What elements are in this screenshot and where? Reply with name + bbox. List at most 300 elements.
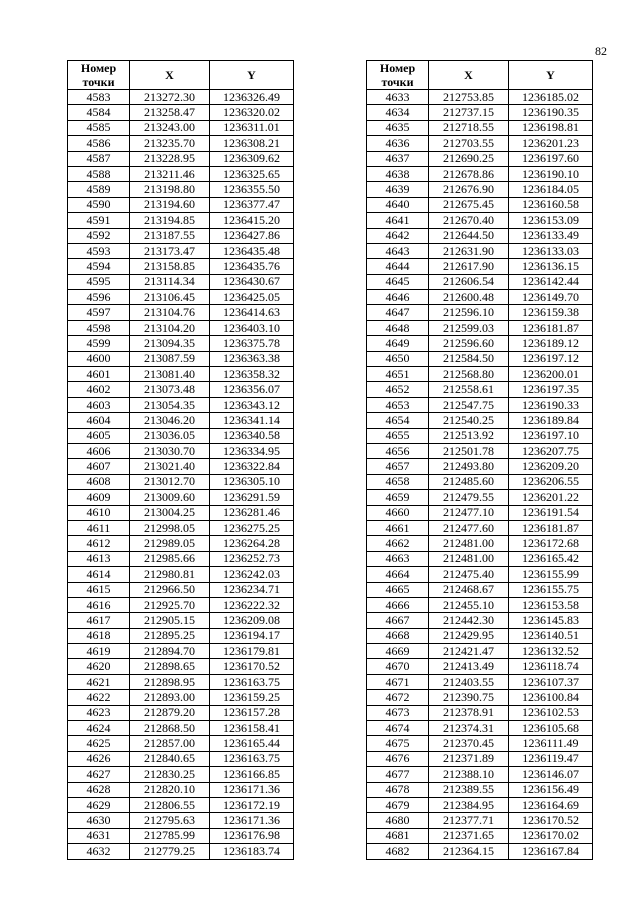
x-coordinate-cell: 212558.61	[429, 382, 509, 397]
y-coordinate-cell: 1236107.37	[509, 674, 593, 689]
y-coordinate-cell: 1236181.87	[509, 320, 593, 335]
header-x: X	[429, 61, 509, 90]
table-row	[367, 459, 593, 474]
x-coordinate-cell: 212806.55	[130, 797, 210, 812]
point-number-cell: 4653	[367, 397, 429, 412]
y-coordinate-cell: 1236189.12	[509, 336, 593, 351]
table-row	[68, 721, 294, 736]
point-number-cell: 4619	[68, 644, 130, 659]
y-coordinate-cell: 1236189.84	[509, 413, 593, 428]
point-number-cell: 4607	[68, 459, 130, 474]
table-row	[68, 443, 294, 458]
table-row	[68, 844, 294, 859]
table-row	[68, 551, 294, 566]
table-row	[367, 105, 593, 120]
point-number-cell: 4657	[367, 459, 429, 474]
point-number-cell: 4629	[68, 797, 130, 812]
table-row	[367, 490, 593, 505]
point-number-cell: 4588	[68, 166, 130, 181]
y-coordinate-cell: 1236149.70	[509, 290, 593, 305]
table-row	[367, 567, 593, 582]
x-coordinate-cell: 213104.76	[130, 305, 210, 320]
x-coordinate-cell: 213114.34	[130, 274, 210, 289]
page-number: 82	[595, 44, 607, 58]
table-row	[367, 428, 593, 443]
y-coordinate-cell: 1236375.78	[210, 336, 294, 351]
x-coordinate-cell: 213187.55	[130, 228, 210, 243]
y-coordinate-cell: 1236209.20	[509, 459, 593, 474]
table-row	[367, 674, 593, 689]
point-number-cell: 4595	[68, 274, 130, 289]
y-coordinate-cell: 1236427.86	[210, 228, 294, 243]
x-coordinate-cell: 213173.47	[130, 243, 210, 258]
point-number-cell: 4676	[367, 751, 429, 766]
y-coordinate-cell: 1236171.36	[210, 813, 294, 828]
x-coordinate-cell: 212670.40	[429, 213, 509, 228]
table-row	[367, 659, 593, 674]
x-coordinate-cell: 212596.10	[429, 305, 509, 320]
point-number-cell: 4638	[367, 166, 429, 181]
point-number-cell: 4634	[367, 105, 429, 120]
x-coordinate-cell: 212378.91	[429, 705, 509, 720]
table-row	[68, 813, 294, 828]
y-coordinate-cell: 1236403.10	[210, 320, 294, 335]
x-coordinate-cell: 212998.05	[130, 520, 210, 535]
y-coordinate-cell: 1236200.01	[509, 367, 593, 382]
y-coordinate-cell: 1236206.55	[509, 474, 593, 489]
table-row	[68, 182, 294, 197]
table-row	[68, 613, 294, 628]
point-number-cell: 4648	[367, 320, 429, 335]
y-coordinate-cell: 1236435.48	[210, 243, 294, 258]
x-coordinate-cell: 212481.00	[429, 536, 509, 551]
x-coordinate-cell: 212371.89	[429, 751, 509, 766]
table-row	[68, 567, 294, 582]
table-row	[367, 551, 593, 566]
table-row	[68, 597, 294, 612]
y-coordinate-cell: 1236102.53	[509, 705, 593, 720]
x-coordinate-cell: 212980.81	[130, 567, 210, 582]
table-row	[367, 736, 593, 751]
x-coordinate-cell: 212925.70	[130, 597, 210, 612]
point-number-cell: 4678	[367, 782, 429, 797]
y-coordinate-cell: 1236157.28	[210, 705, 294, 720]
table-row	[68, 751, 294, 766]
point-number-cell: 4640	[367, 197, 429, 212]
point-number-cell: 4608	[68, 474, 130, 489]
table-row	[367, 382, 593, 397]
x-coordinate-cell: 212785.99	[130, 828, 210, 843]
point-number-cell: 4647	[367, 305, 429, 320]
table-row	[367, 151, 593, 166]
y-coordinate-cell: 1236140.51	[509, 628, 593, 643]
table-row	[367, 628, 593, 643]
table-row	[68, 736, 294, 751]
y-coordinate-cell: 1236183.74	[210, 844, 294, 859]
point-number-cell: 4670	[367, 659, 429, 674]
table-row	[68, 136, 294, 151]
x-coordinate-cell: 213073.48	[130, 382, 210, 397]
x-coordinate-cell: 212468.67	[429, 582, 509, 597]
x-coordinate-cell: 213194.60	[130, 197, 210, 212]
y-coordinate-cell: 1236201.23	[509, 136, 593, 151]
y-coordinate-cell: 1236160.58	[509, 197, 593, 212]
table-row	[68, 320, 294, 335]
table-row	[367, 136, 593, 151]
y-coordinate-cell: 1236163.75	[210, 751, 294, 766]
point-number-cell: 4661	[367, 520, 429, 535]
y-coordinate-cell: 1236133.49	[509, 228, 593, 243]
x-coordinate-cell: 212599.03	[429, 320, 509, 335]
table-row	[367, 413, 593, 428]
point-number-cell: 4625	[68, 736, 130, 751]
table-row	[367, 367, 593, 382]
point-number-cell: 4666	[367, 597, 429, 612]
x-coordinate-cell: 213228.95	[130, 151, 210, 166]
point-number-cell: 4598	[68, 320, 130, 335]
x-coordinate-cell: 212547.75	[429, 397, 509, 412]
x-coordinate-cell: 212840.65	[130, 751, 210, 766]
x-coordinate-cell: 212442.30	[429, 613, 509, 628]
y-coordinate-cell: 1236156.49	[509, 782, 593, 797]
point-number-cell: 4668	[367, 628, 429, 643]
y-coordinate-cell: 1236415.20	[210, 213, 294, 228]
point-number-cell: 4672	[367, 690, 429, 705]
y-coordinate-cell: 1236309.62	[210, 151, 294, 166]
point-number-cell: 4643	[367, 243, 429, 258]
y-coordinate-cell: 1236209.08	[210, 613, 294, 628]
x-coordinate-cell: 212596.60	[429, 336, 509, 351]
x-coordinate-cell: 212898.95	[130, 674, 210, 689]
table-row	[68, 197, 294, 212]
x-coordinate-cell: 212377.71	[429, 813, 509, 828]
y-coordinate-cell: 1236190.33	[509, 397, 593, 412]
y-coordinate-cell: 1236171.36	[210, 782, 294, 797]
table-row	[68, 797, 294, 812]
y-coordinate-cell: 1236132.52	[509, 644, 593, 659]
x-coordinate-cell: 213272.30	[130, 90, 210, 105]
x-coordinate-cell: 212779.25	[130, 844, 210, 859]
table-row	[68, 536, 294, 551]
x-coordinate-cell: 213081.40	[130, 367, 210, 382]
table-row	[367, 443, 593, 458]
table-row	[367, 582, 593, 597]
y-coordinate-cell: 1236343.12	[210, 397, 294, 412]
point-number-cell: 4674	[367, 721, 429, 736]
point-number-cell: 4632	[68, 844, 130, 859]
point-number-cell: 4673	[367, 705, 429, 720]
table-row	[68, 259, 294, 274]
point-number-cell: 4633	[367, 90, 429, 105]
y-coordinate-cell: 1236291.59	[210, 490, 294, 505]
y-coordinate-cell: 1236133.03	[509, 243, 593, 258]
x-coordinate-cell: 213104.20	[130, 320, 210, 335]
point-number-cell: 4597	[68, 305, 130, 320]
point-number-cell: 4621	[68, 674, 130, 689]
x-coordinate-cell: 212479.55	[429, 490, 509, 505]
table-row	[367, 474, 593, 489]
y-coordinate-cell: 1236155.75	[509, 582, 593, 597]
table-row	[367, 290, 593, 305]
table-row	[68, 428, 294, 443]
x-coordinate-cell: 212481.00	[429, 551, 509, 566]
point-number-cell: 4617	[68, 613, 130, 628]
y-coordinate-cell: 1236197.10	[509, 428, 593, 443]
table-row	[68, 782, 294, 797]
y-coordinate-cell: 1236100.84	[509, 690, 593, 705]
table-row	[367, 351, 593, 366]
point-number-cell: 4642	[367, 228, 429, 243]
table-row	[367, 644, 593, 659]
x-coordinate-cell: 213054.35	[130, 397, 210, 412]
x-coordinate-cell: 212631.90	[429, 243, 509, 258]
x-coordinate-cell: 213030.70	[130, 443, 210, 458]
y-coordinate-cell: 1236435.76	[210, 259, 294, 274]
y-coordinate-cell: 1236198.81	[509, 120, 593, 135]
x-coordinate-cell: 213194.85	[130, 213, 210, 228]
y-coordinate-cell: 1236242.03	[210, 567, 294, 582]
table-row	[367, 751, 593, 766]
x-coordinate-cell: 213021.40	[130, 459, 210, 474]
table-row	[68, 290, 294, 305]
x-coordinate-cell: 212703.55	[429, 136, 509, 151]
point-number-cell: 4663	[367, 551, 429, 566]
table-row	[367, 721, 593, 736]
table-row	[68, 367, 294, 382]
table-row	[68, 767, 294, 782]
table-row	[68, 644, 294, 659]
x-coordinate-cell: 212617.90	[429, 259, 509, 274]
y-coordinate-cell: 1236322.84	[210, 459, 294, 474]
point-number-cell: 4606	[68, 443, 130, 458]
y-coordinate-cell: 1236341.14	[210, 413, 294, 428]
y-coordinate-cell: 1236136.15	[509, 259, 593, 274]
y-coordinate-cell: 1236181.87	[509, 520, 593, 535]
point-number-cell: 4615	[68, 582, 130, 597]
coordinates-table-right	[366, 60, 593, 860]
point-number-cell: 4644	[367, 259, 429, 274]
point-number-cell: 4612	[68, 536, 130, 551]
table-row	[367, 320, 593, 335]
x-coordinate-cell: 212403.55	[429, 674, 509, 689]
y-coordinate-cell: 1236176.98	[210, 828, 294, 843]
point-number-cell: 4664	[367, 567, 429, 582]
x-coordinate-cell: 212678.86	[429, 166, 509, 181]
point-number-cell: 4614	[68, 567, 130, 582]
point-number-cell: 4604	[68, 413, 130, 428]
table-body-left	[68, 90, 294, 860]
y-coordinate-cell: 1236308.21	[210, 136, 294, 151]
point-number-cell: 4605	[68, 428, 130, 443]
x-coordinate-cell: 212389.55	[429, 782, 509, 797]
point-number-cell: 4659	[367, 490, 429, 505]
point-number-cell: 4641	[367, 213, 429, 228]
header-point-number: Номер точки	[68, 61, 130, 90]
x-coordinate-cell: 212540.25	[429, 413, 509, 428]
x-coordinate-cell: 212989.05	[130, 536, 210, 551]
x-coordinate-cell: 212568.80	[429, 367, 509, 382]
table-row	[367, 274, 593, 289]
x-coordinate-cell: 212893.00	[130, 690, 210, 705]
y-coordinate-cell: 1236356.07	[210, 382, 294, 397]
table-row	[68, 828, 294, 843]
point-number-cell: 4603	[68, 397, 130, 412]
y-coordinate-cell: 1236159.38	[509, 305, 593, 320]
y-coordinate-cell: 1236163.75	[210, 674, 294, 689]
y-coordinate-cell: 1236197.60	[509, 151, 593, 166]
y-coordinate-cell: 1236105.68	[509, 721, 593, 736]
x-coordinate-cell: 212501.78	[429, 443, 509, 458]
point-number-cell: 4585	[68, 120, 130, 135]
x-coordinate-cell: 212364.15	[429, 844, 509, 859]
y-coordinate-cell: 1236281.46	[210, 505, 294, 520]
y-coordinate-cell: 1236170.52	[509, 813, 593, 828]
table-row	[367, 397, 593, 412]
table-row	[367, 613, 593, 628]
x-coordinate-cell: 212690.25	[429, 151, 509, 166]
y-coordinate-cell: 1236119.47	[509, 751, 593, 766]
y-coordinate-cell: 1236197.35	[509, 382, 593, 397]
x-coordinate-cell: 212820.10	[130, 782, 210, 797]
point-number-cell: 4645	[367, 274, 429, 289]
y-coordinate-cell: 1236179.81	[210, 644, 294, 659]
point-number-cell: 4671	[367, 674, 429, 689]
x-coordinate-cell: 213094.35	[130, 336, 210, 351]
point-number-cell: 4630	[68, 813, 130, 828]
table-row	[68, 505, 294, 520]
point-number-cell: 4611	[68, 520, 130, 535]
point-number-cell: 4589	[68, 182, 130, 197]
x-coordinate-cell: 212879.20	[130, 705, 210, 720]
point-number-cell: 4628	[68, 782, 130, 797]
x-coordinate-cell: 213046.20	[130, 413, 210, 428]
point-number-cell: 4680	[367, 813, 429, 828]
table-row	[68, 228, 294, 243]
table-row	[68, 166, 294, 181]
point-number-cell: 4636	[367, 136, 429, 151]
y-coordinate-cell: 1236170.02	[509, 828, 593, 843]
table-row	[68, 520, 294, 535]
table-row	[68, 351, 294, 366]
table-row	[367, 782, 593, 797]
table-row	[367, 844, 593, 859]
x-coordinate-cell: 212830.25	[130, 767, 210, 782]
table-row	[367, 213, 593, 228]
x-coordinate-cell: 213009.60	[130, 490, 210, 505]
y-coordinate-cell: 1236172.19	[210, 797, 294, 812]
point-number-cell: 4639	[367, 182, 429, 197]
table-row	[68, 413, 294, 428]
table-row	[68, 397, 294, 412]
x-coordinate-cell: 212513.92	[429, 428, 509, 443]
y-coordinate-cell: 1236118.74	[509, 659, 593, 674]
y-coordinate-cell: 1236153.58	[509, 597, 593, 612]
table-row	[68, 105, 294, 120]
point-number-cell: 4601	[68, 367, 130, 382]
header-point-number: Номер точки	[367, 61, 429, 90]
table-row	[367, 505, 593, 520]
x-coordinate-cell: 212898.65	[130, 659, 210, 674]
x-coordinate-cell: 212384.95	[429, 797, 509, 812]
x-coordinate-cell: 212429.95	[429, 628, 509, 643]
y-coordinate-cell: 1236111.49	[509, 736, 593, 751]
y-coordinate-cell: 1236159.25	[210, 690, 294, 705]
header-y: Y	[210, 61, 294, 90]
x-coordinate-cell: 212374.31	[429, 721, 509, 736]
point-number-cell: 4586	[68, 136, 130, 151]
point-number-cell: 4594	[68, 259, 130, 274]
point-number-cell: 4592	[68, 228, 130, 243]
point-number-cell: 4609	[68, 490, 130, 505]
point-number-cell: 4637	[367, 151, 429, 166]
table-row	[68, 474, 294, 489]
y-coordinate-cell: 1236430.67	[210, 274, 294, 289]
y-coordinate-cell: 1236340.58	[210, 428, 294, 443]
x-coordinate-cell: 213087.59	[130, 351, 210, 366]
x-coordinate-cell: 212718.55	[429, 120, 509, 135]
y-coordinate-cell: 1236326.49	[210, 90, 294, 105]
table-row	[367, 120, 593, 135]
y-coordinate-cell: 1236325.65	[210, 166, 294, 181]
x-coordinate-cell: 213198.80	[130, 182, 210, 197]
x-coordinate-cell: 212493.80	[429, 459, 509, 474]
y-coordinate-cell: 1236164.69	[509, 797, 593, 812]
point-number-cell: 4654	[367, 413, 429, 428]
y-coordinate-cell: 1236311.01	[210, 120, 294, 135]
point-number-cell: 4613	[68, 551, 130, 566]
y-coordinate-cell: 1236363.38	[210, 351, 294, 366]
point-number-cell: 4591	[68, 213, 130, 228]
x-coordinate-cell: 213158.85	[130, 259, 210, 274]
y-coordinate-cell: 1236155.99	[509, 567, 593, 582]
point-number-cell: 4602	[68, 382, 130, 397]
y-coordinate-cell: 1236264.28	[210, 536, 294, 551]
point-number-cell: 4624	[68, 721, 130, 736]
y-coordinate-cell: 1236275.25	[210, 520, 294, 535]
x-coordinate-cell: 212477.10	[429, 505, 509, 520]
point-number-cell: 4583	[68, 90, 130, 105]
table-header-row	[367, 61, 593, 90]
y-coordinate-cell: 1236190.35	[509, 105, 593, 120]
y-coordinate-cell: 1236320.02	[210, 105, 294, 120]
table-row	[367, 797, 593, 812]
point-number-cell: 4650	[367, 351, 429, 366]
table-row	[68, 213, 294, 228]
table-row	[367, 243, 593, 258]
point-number-cell: 4620	[68, 659, 130, 674]
y-coordinate-cell: 1236142.44	[509, 274, 593, 289]
point-number-cell: 4610	[68, 505, 130, 520]
table-row	[367, 705, 593, 720]
point-number-cell: 4651	[367, 367, 429, 382]
x-coordinate-cell: 213106.45	[130, 290, 210, 305]
x-coordinate-cell: 213036.05	[130, 428, 210, 443]
x-coordinate-cell: 213012.70	[130, 474, 210, 489]
table-row	[68, 151, 294, 166]
y-coordinate-cell: 1236194.17	[210, 628, 294, 643]
x-coordinate-cell: 212985.66	[130, 551, 210, 566]
table-row	[367, 90, 593, 105]
x-coordinate-cell: 212606.54	[429, 274, 509, 289]
y-coordinate-cell: 1236146.07	[509, 767, 593, 782]
point-number-cell: 4662	[367, 536, 429, 551]
point-number-cell: 4596	[68, 290, 130, 305]
x-coordinate-cell: 213211.46	[130, 166, 210, 181]
table-row	[367, 536, 593, 551]
y-coordinate-cell: 1236222.32	[210, 597, 294, 612]
y-coordinate-cell: 1236334.95	[210, 443, 294, 458]
point-number-cell: 4649	[367, 336, 429, 351]
